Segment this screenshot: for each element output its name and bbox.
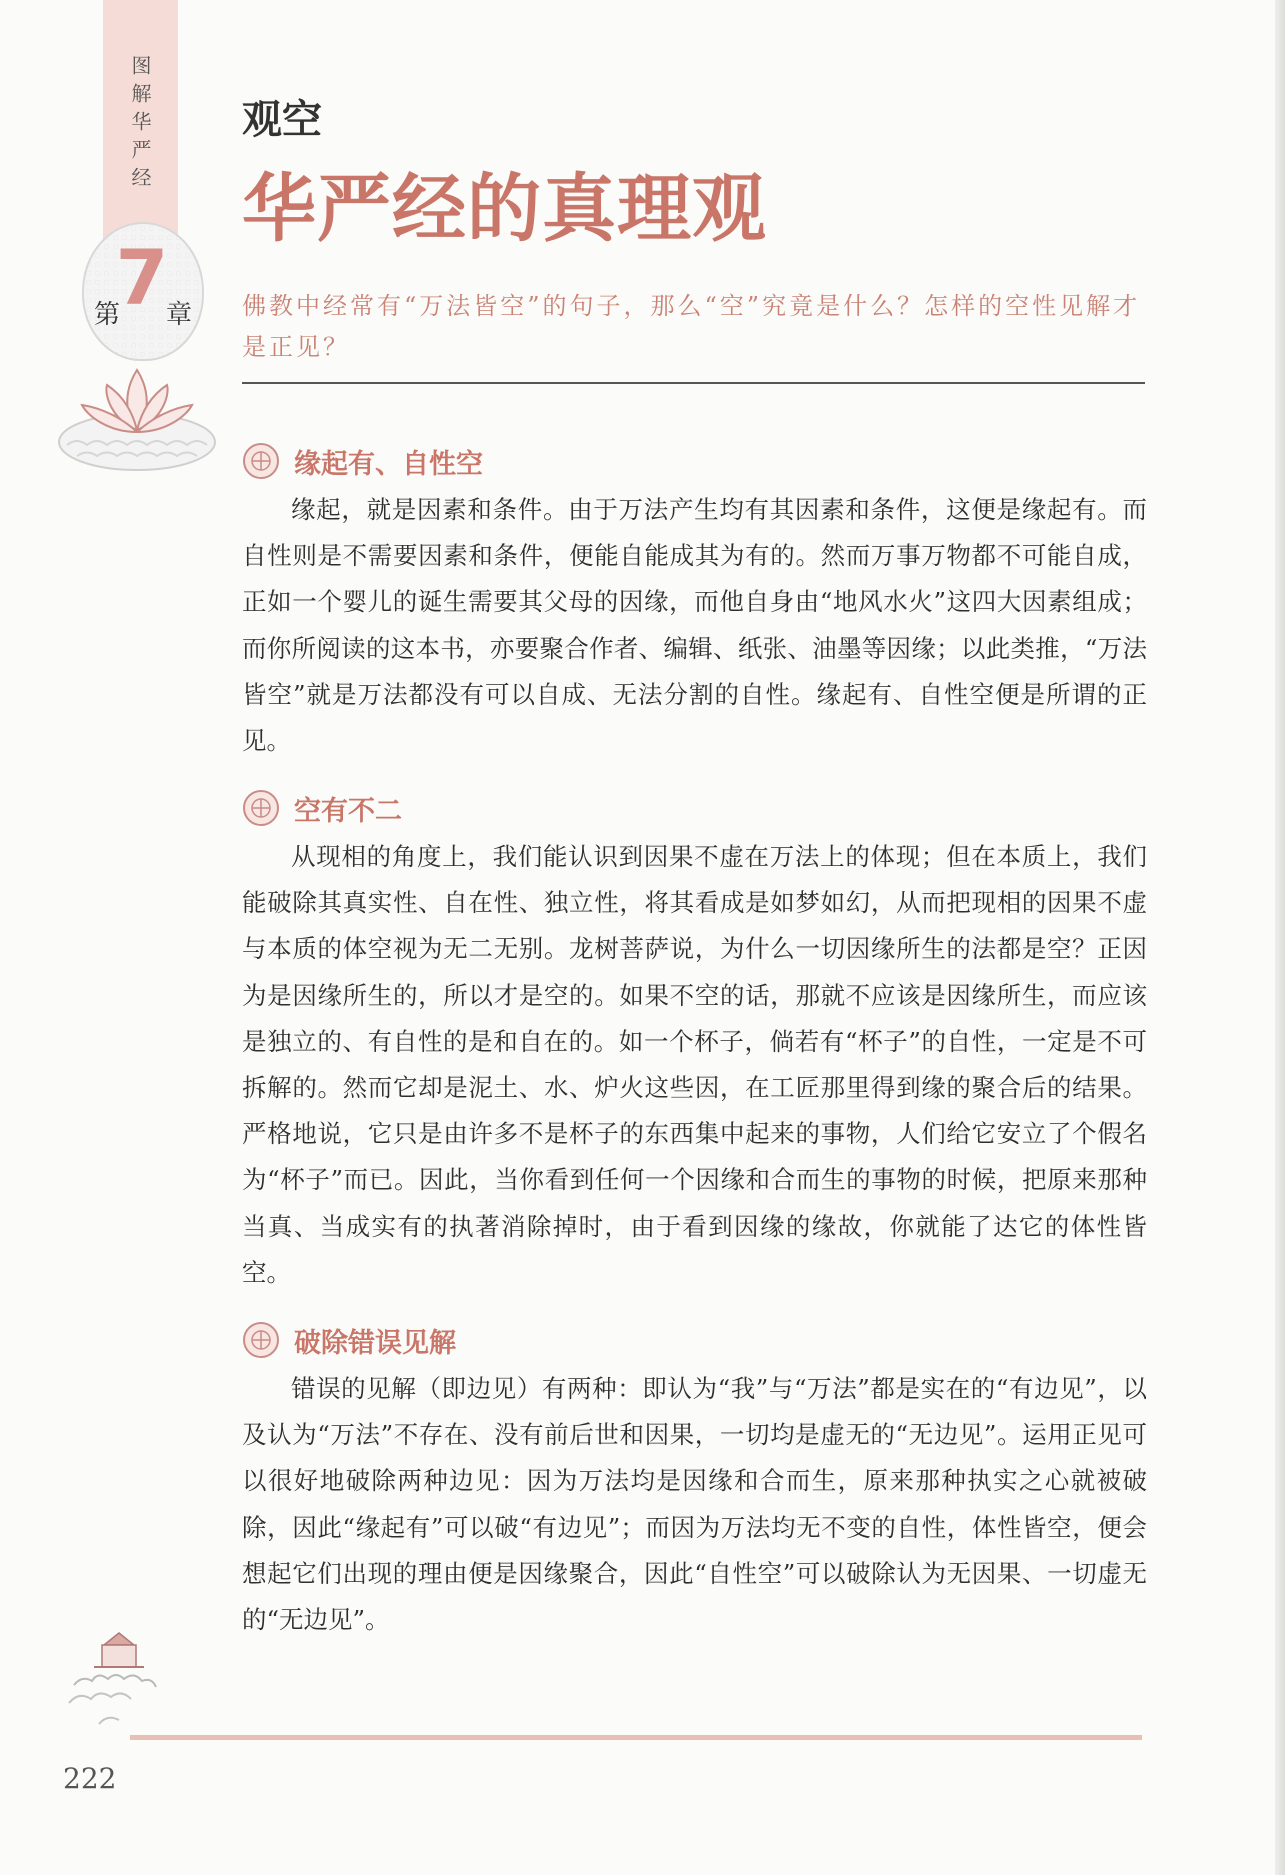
sidebar-strip <box>103 0 178 250</box>
section-body: 错误的见解（即边见）有两种：即认为“我”与“万法”都是实在的“有边见”，以及认为“万法”不存在、没有前后世和因果，一切均是虚无的“无边见”。运用正见可以很好地破除两种边见：因为万法均是因缘和合而生，原来那种执实之心就被破除，因此“缘起有”可以破“有边见”；而因为万法均无不变的自性，体性皆空，便会想起它们出现的理由便是因缘聚合，因此“自性空”可以破除认为无因果、一切虚无的“无边见”。 <box>242 1374 1147 1635</box>
section-kongyou <box>242 788 1147 1296</box>
intro-text: 佛教中经常有“万法皆空”的句子，那么“空”究竟是什么？怎样的空性见解才是正见？ <box>242 292 1141 361</box>
section-heading <box>242 1320 1147 1360</box>
temple-cloud-ornament-icon <box>64 1625 174 1735</box>
section-yuanqi <box>242 441 1147 764</box>
dharma-wheel-icon <box>242 442 280 480</box>
section-body: 缘起，就是因素和条件。由于万法产生均有其因素和条件，这便是缘起有。而自性则是不需要因素和条件，便能自能成其为有的。然而万事万物都不可能自成，正如一个婴儿的诞生需要其父母的因缘，而他自身由“地风水火”这四大因素组成；而你所阅读的这本书，亦要聚合作者、编辑、纸张、油墨等因缘；以此类推，“万法皆空”就是万法都没有可以自成、无法分割的自性。缘起有、自性空便是所谓的正见。 <box>242 495 1147 756</box>
section-heading <box>242 788 1147 828</box>
section-heading <box>242 441 1147 481</box>
chapter-prefix: 第 <box>94 300 121 330</box>
chapter-number: 7 <box>115 233 169 322</box>
section-title: 缘起有、自性空 <box>294 448 483 480</box>
chapter-suffix: 章 <box>166 300 193 330</box>
dharma-wheel-icon <box>242 1321 280 1359</box>
intro-divider <box>242 382 1145 384</box>
chapter-badge <box>82 222 207 362</box>
dharma-wheel-icon <box>242 789 280 827</box>
book-title-vertical: 图解华严经 <box>128 55 152 195</box>
footer-divider <box>130 1735 1142 1740</box>
lotus-icon <box>52 360 222 475</box>
page-number: 222 <box>63 1762 117 1795</box>
page-edge <box>1275 0 1285 1875</box>
section-pochu <box>242 1320 1147 1643</box>
section-body: 从现相的角度上，我们能认识到因果不虚在万法上的体现；但在本质上，我们能破除其真实性、自在性、独立性，将其看成是如梦如幻，从而把现相的因果不虚与本质的体空视为无二无别。龙树菩萨说，为什么一切因缘所生的法都是空？正因为是因缘所生的，所以才是空的。如果不空的话，那就不应该是因缘所生，而应该是独立的、有自性的是和自在的。如一个杯子，倘若有“杯子”的自性，一定是不可拆解的。然而它却是泥土、水、炉火这些因，在工匠那里得到缘的聚合后的结果。严格地说，它只是由许多不是杯子的东西集中起来的事物，人们给它安立了个假名为“杯子”而已。因此，当你看到任何一个因缘和合而生的事物的时候，把原来那种当真、当成实有的执著消除掉时，由于看到因缘的缘故，你就能了达它的体性皆空。 <box>242 842 1147 1287</box>
page-title: 华严经的真理观 <box>242 166 767 252</box>
section-title: 空有不二 <box>294 795 402 827</box>
page-supertitle: 观空 <box>242 96 322 143</box>
section-title: 破除错误见解 <box>294 1327 456 1359</box>
